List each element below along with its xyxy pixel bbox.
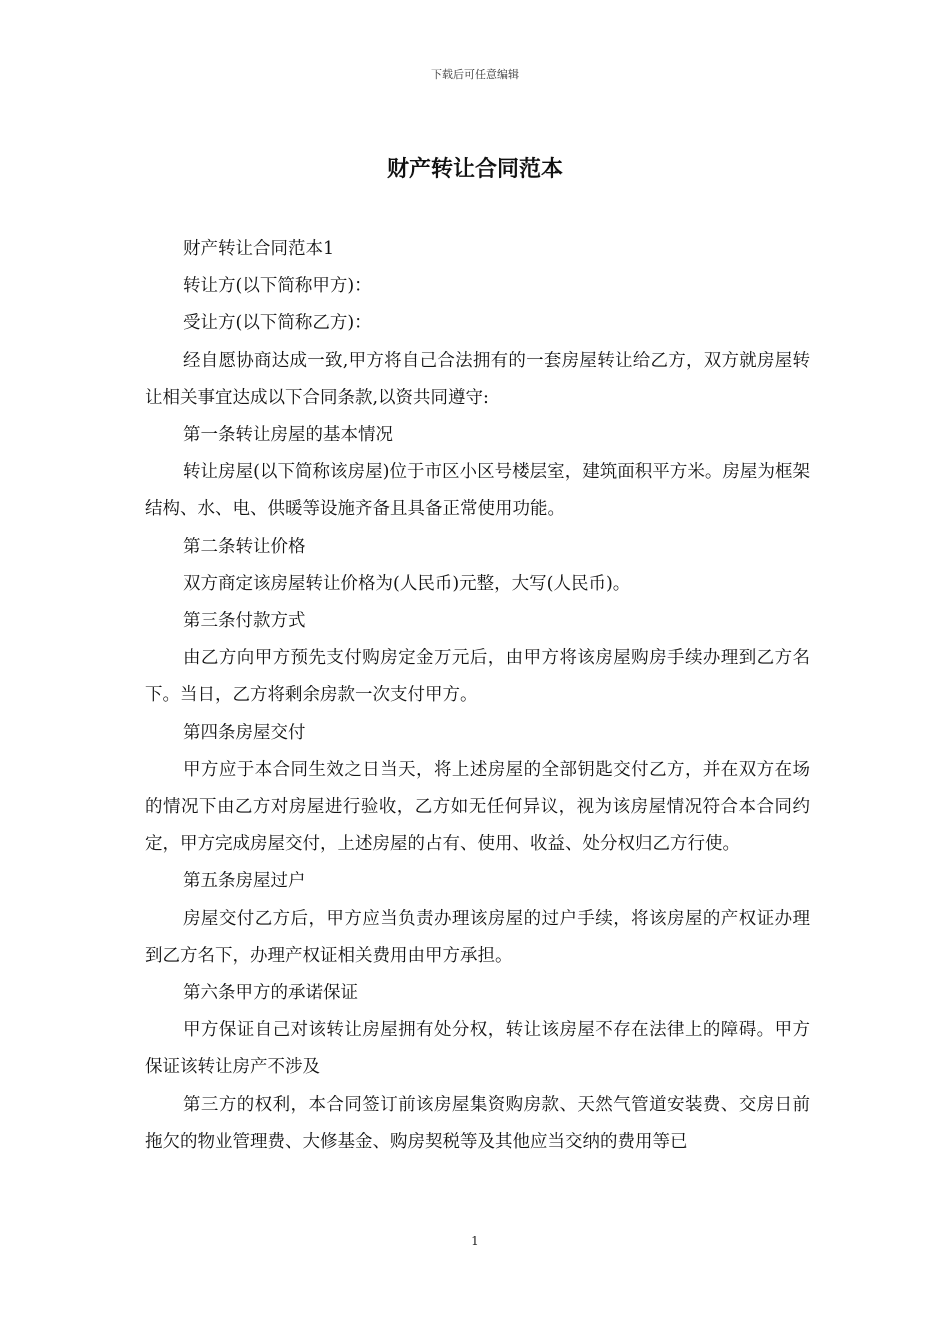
- clause-heading-6: 第六条甲方的承诺保证: [183, 983, 358, 1004]
- paragraph-subtitle: 财产转让合同范本1: [183, 239, 335, 259]
- clause-heading-1: 第一条转让房屋的基本情况: [183, 425, 393, 446]
- document-title: 财产转让合同范本: [386, 156, 563, 182]
- clause-body-1: 转让房屋(以下简称该房屋)位于市区小区号楼层室，建筑面积平方米。房屋为框架结构、水、电、供暖等设施齐备且具备正常使用功能。: [145, 462, 810, 520]
- clause-heading-3: 第三条付款方式: [183, 611, 306, 632]
- clause-body-5: 房屋交付乙方后，甲方应当负责办理该房屋的过户手续，将该房屋的产权证办理到乙方名下，办理产权证相关费用由甲方承担。: [145, 908, 810, 966]
- clause-heading-5: 第五条房屋过户: [183, 871, 306, 892]
- clause-body-3: 由乙方向甲方预先支付购房定金万元后，由甲方将该房屋购房手续办理到乙方名下。当日，乙方将剩余房款一次支付甲方。: [145, 648, 810, 706]
- document-body: [145, 231, 810, 1161]
- clause-body-2: 双方商定该房屋转让价格为(人民币)元整，大写(人民币)。: [183, 573, 631, 594]
- header-note: 下载后可任意编辑: [431, 68, 519, 81]
- paragraph-preamble: 经自愿协商达成一致,甲方将自己合法拥有的一套房屋转让给乙方，双方就房屋转让相关事宜达成以下合同条款,以资共同遵守:: [145, 350, 810, 408]
- paragraph-transferor: 转让方(以下简称甲方)：: [183, 276, 372, 297]
- paragraph-transferee: 受让方(以下简称乙方)：: [183, 313, 372, 334]
- clause-heading-4: 第四条房屋交付: [183, 722, 306, 743]
- clause-body-4: 甲方应于本合同生效之日当天，将上述房屋的全部钥匙交付乙方，并在双方在场的情况下由乙方对房屋进行验收，乙方如无任何异议，视为该房屋情况符合本合同约定，甲方完成房屋交付，上述房屋的占有、使用、收益、处分权归乙方行使。: [145, 759, 810, 855]
- clause-heading-2: 第二条转让价格: [183, 536, 306, 557]
- clause-body-6a: 甲方保证自己对该转让房屋拥有处分权，转让该房屋不存在法律上的障碍。甲方保证该转让房产不涉及: [145, 1020, 810, 1078]
- clause-body-6b: 第三方的权利，本合同签订前该房屋集资购房款、天然气管道安装费、交房日前拖欠的物业管理费、大修基金、购房契税等及其他应当交纳的费用等已: [145, 1094, 810, 1152]
- page-number: 1: [471, 1234, 479, 1248]
